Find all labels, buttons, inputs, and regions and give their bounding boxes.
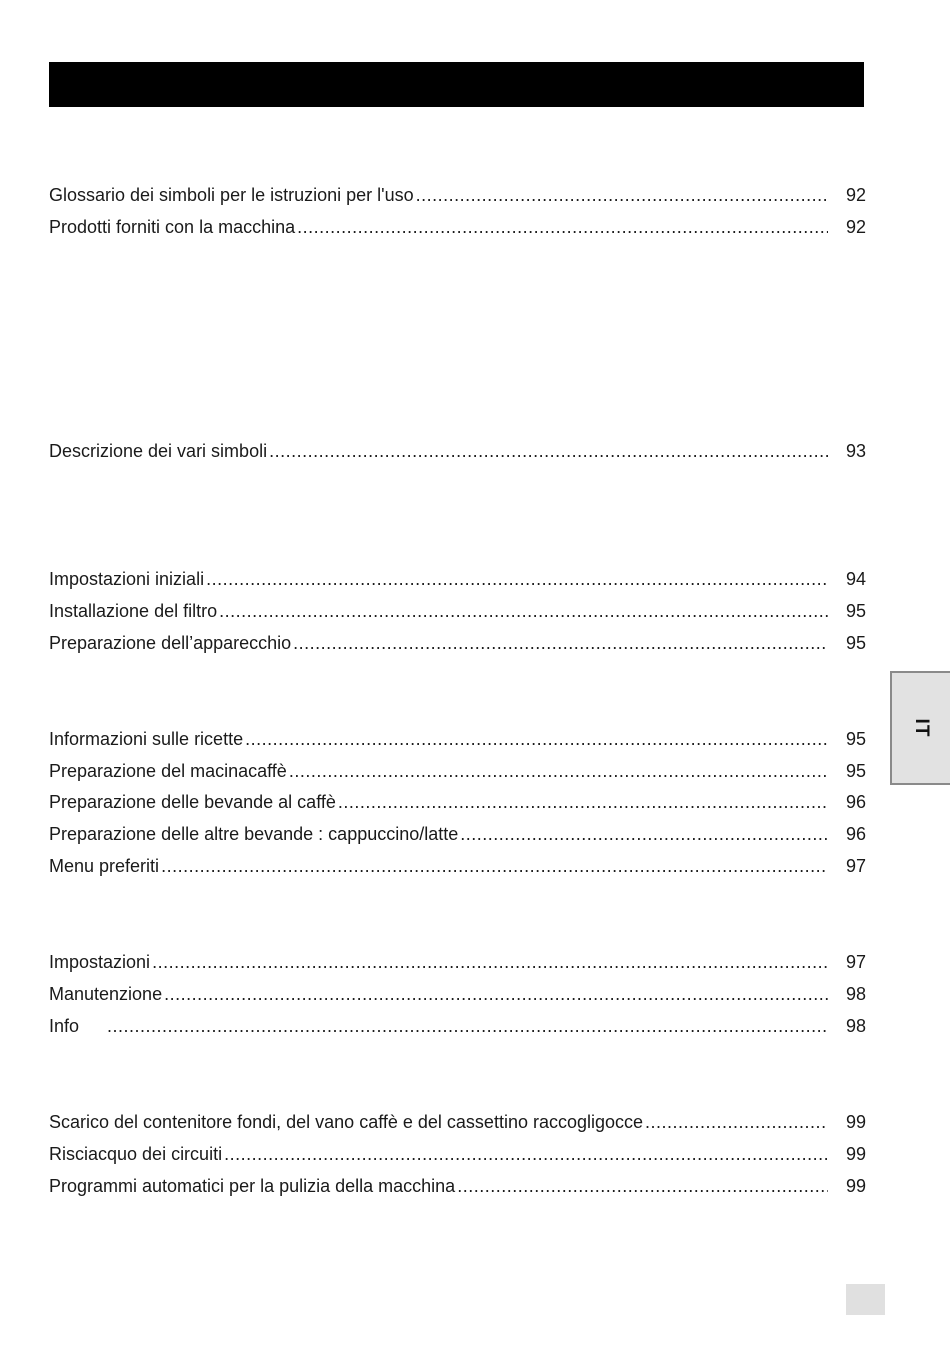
toc-entry-page: 96 [845, 824, 866, 844]
language-tab-label: IT [911, 718, 932, 738]
toc-leader-dots [457, 1174, 828, 1198]
toc-entry-label: Informazioni sulle ricette [49, 729, 244, 749]
toc-entry[interactable] [49, 439, 866, 463]
page-number-box [846, 1284, 885, 1315]
toc-entry[interactable] [49, 1110, 866, 1134]
toc-leader-dots [416, 183, 828, 207]
section-header-bar [49, 62, 864, 107]
toc-entry[interactable] [49, 1174, 866, 1198]
toc-leader-dots [245, 727, 828, 751]
toc-entry-label: Prodotti forniti con la macchina [49, 217, 296, 237]
toc-leader-dots [338, 790, 828, 814]
toc-entry[interactable] [49, 1142, 866, 1166]
toc-entry[interactable] [49, 215, 866, 239]
toc-entry-label: Preparazione delle altre bevande : cappuccino/latte [49, 824, 459, 844]
toc-entry-page: 95 [845, 729, 866, 749]
toc-leader-dots [645, 1110, 828, 1134]
toc-entry-page: 93 [845, 441, 866, 461]
toc-leader-dots [297, 215, 828, 239]
toc-leader-dots [460, 822, 828, 846]
toc-entry-page: 95 [845, 633, 866, 653]
toc-entry-page: 95 [845, 761, 866, 781]
toc-entry-label: Info [49, 1016, 80, 1036]
toc-entry-label: Installazione del filtro [49, 601, 218, 621]
language-tab [890, 671, 950, 785]
toc-entry-page: 98 [845, 1016, 866, 1036]
toc-entry[interactable] [49, 854, 866, 878]
toc-entry-page: 97 [845, 952, 866, 972]
toc-entry-label: Glossario dei simboli per le istruzioni per l'uso [49, 185, 414, 205]
toc-leader-dots [269, 439, 828, 463]
toc-leader-dots [152, 950, 828, 974]
toc-entry-label: Risciacquo dei circuiti [49, 1144, 223, 1164]
toc-entry[interactable] [49, 950, 866, 974]
toc-entry-label: Programmi automatici per la pulizia della macchina [49, 1176, 456, 1196]
toc-leader-dots [164, 982, 828, 1006]
toc-entry-page: 95 [845, 601, 866, 621]
toc-leader-dots [107, 1014, 828, 1038]
toc-entry-label: Menu preferiti [49, 856, 160, 876]
toc-leader-dots [224, 1142, 828, 1166]
toc-entry-page: 98 [845, 984, 866, 1004]
toc-entry-label: Descrizione dei vari simboli [49, 441, 268, 461]
toc-entry-label: Impostazioni iniziali [49, 569, 205, 589]
toc-entry[interactable] [49, 567, 866, 591]
toc-entry[interactable] [49, 822, 866, 846]
toc-leader-dots [219, 599, 828, 623]
toc-entry-label: Preparazione delle bevande al caffè [49, 792, 336, 812]
toc-entry-label: Impostazioni [49, 952, 151, 972]
toc-leader-dots [293, 631, 828, 655]
toc-entry-page: 97 [845, 856, 866, 876]
toc-entry-label: Scarico del contenitore fondi, del vano caffè e del cassettino raccogligocce [49, 1112, 644, 1132]
toc-entry-page: 99 [845, 1112, 866, 1132]
toc-entry[interactable] [49, 982, 866, 1006]
toc-leader-dots [161, 854, 828, 878]
toc-entry-page: 99 [845, 1176, 866, 1196]
toc-leader-dots [289, 759, 828, 783]
toc-leader-dots [206, 567, 828, 591]
toc-entry-label: Preparazione dell’apparecchio [49, 633, 292, 653]
toc-entry[interactable] [49, 1014, 866, 1038]
toc-entry-page: 92 [845, 217, 866, 237]
toc-entry-label: Preparazione del macinacaffè [49, 761, 287, 781]
toc-entry[interactable] [49, 599, 866, 623]
toc-entry[interactable] [49, 631, 866, 655]
toc-entry[interactable] [49, 727, 866, 751]
toc-entry-page: 92 [845, 185, 866, 205]
toc-entry[interactable] [49, 759, 866, 783]
toc-entry-page: 99 [845, 1144, 866, 1164]
toc-entry-label: Manutenzione [49, 984, 163, 1004]
toc-entry[interactable] [49, 183, 866, 207]
toc-entry-page: 94 [845, 569, 866, 589]
toc-entry-page: 96 [845, 792, 866, 812]
toc-entry[interactable] [49, 790, 866, 814]
